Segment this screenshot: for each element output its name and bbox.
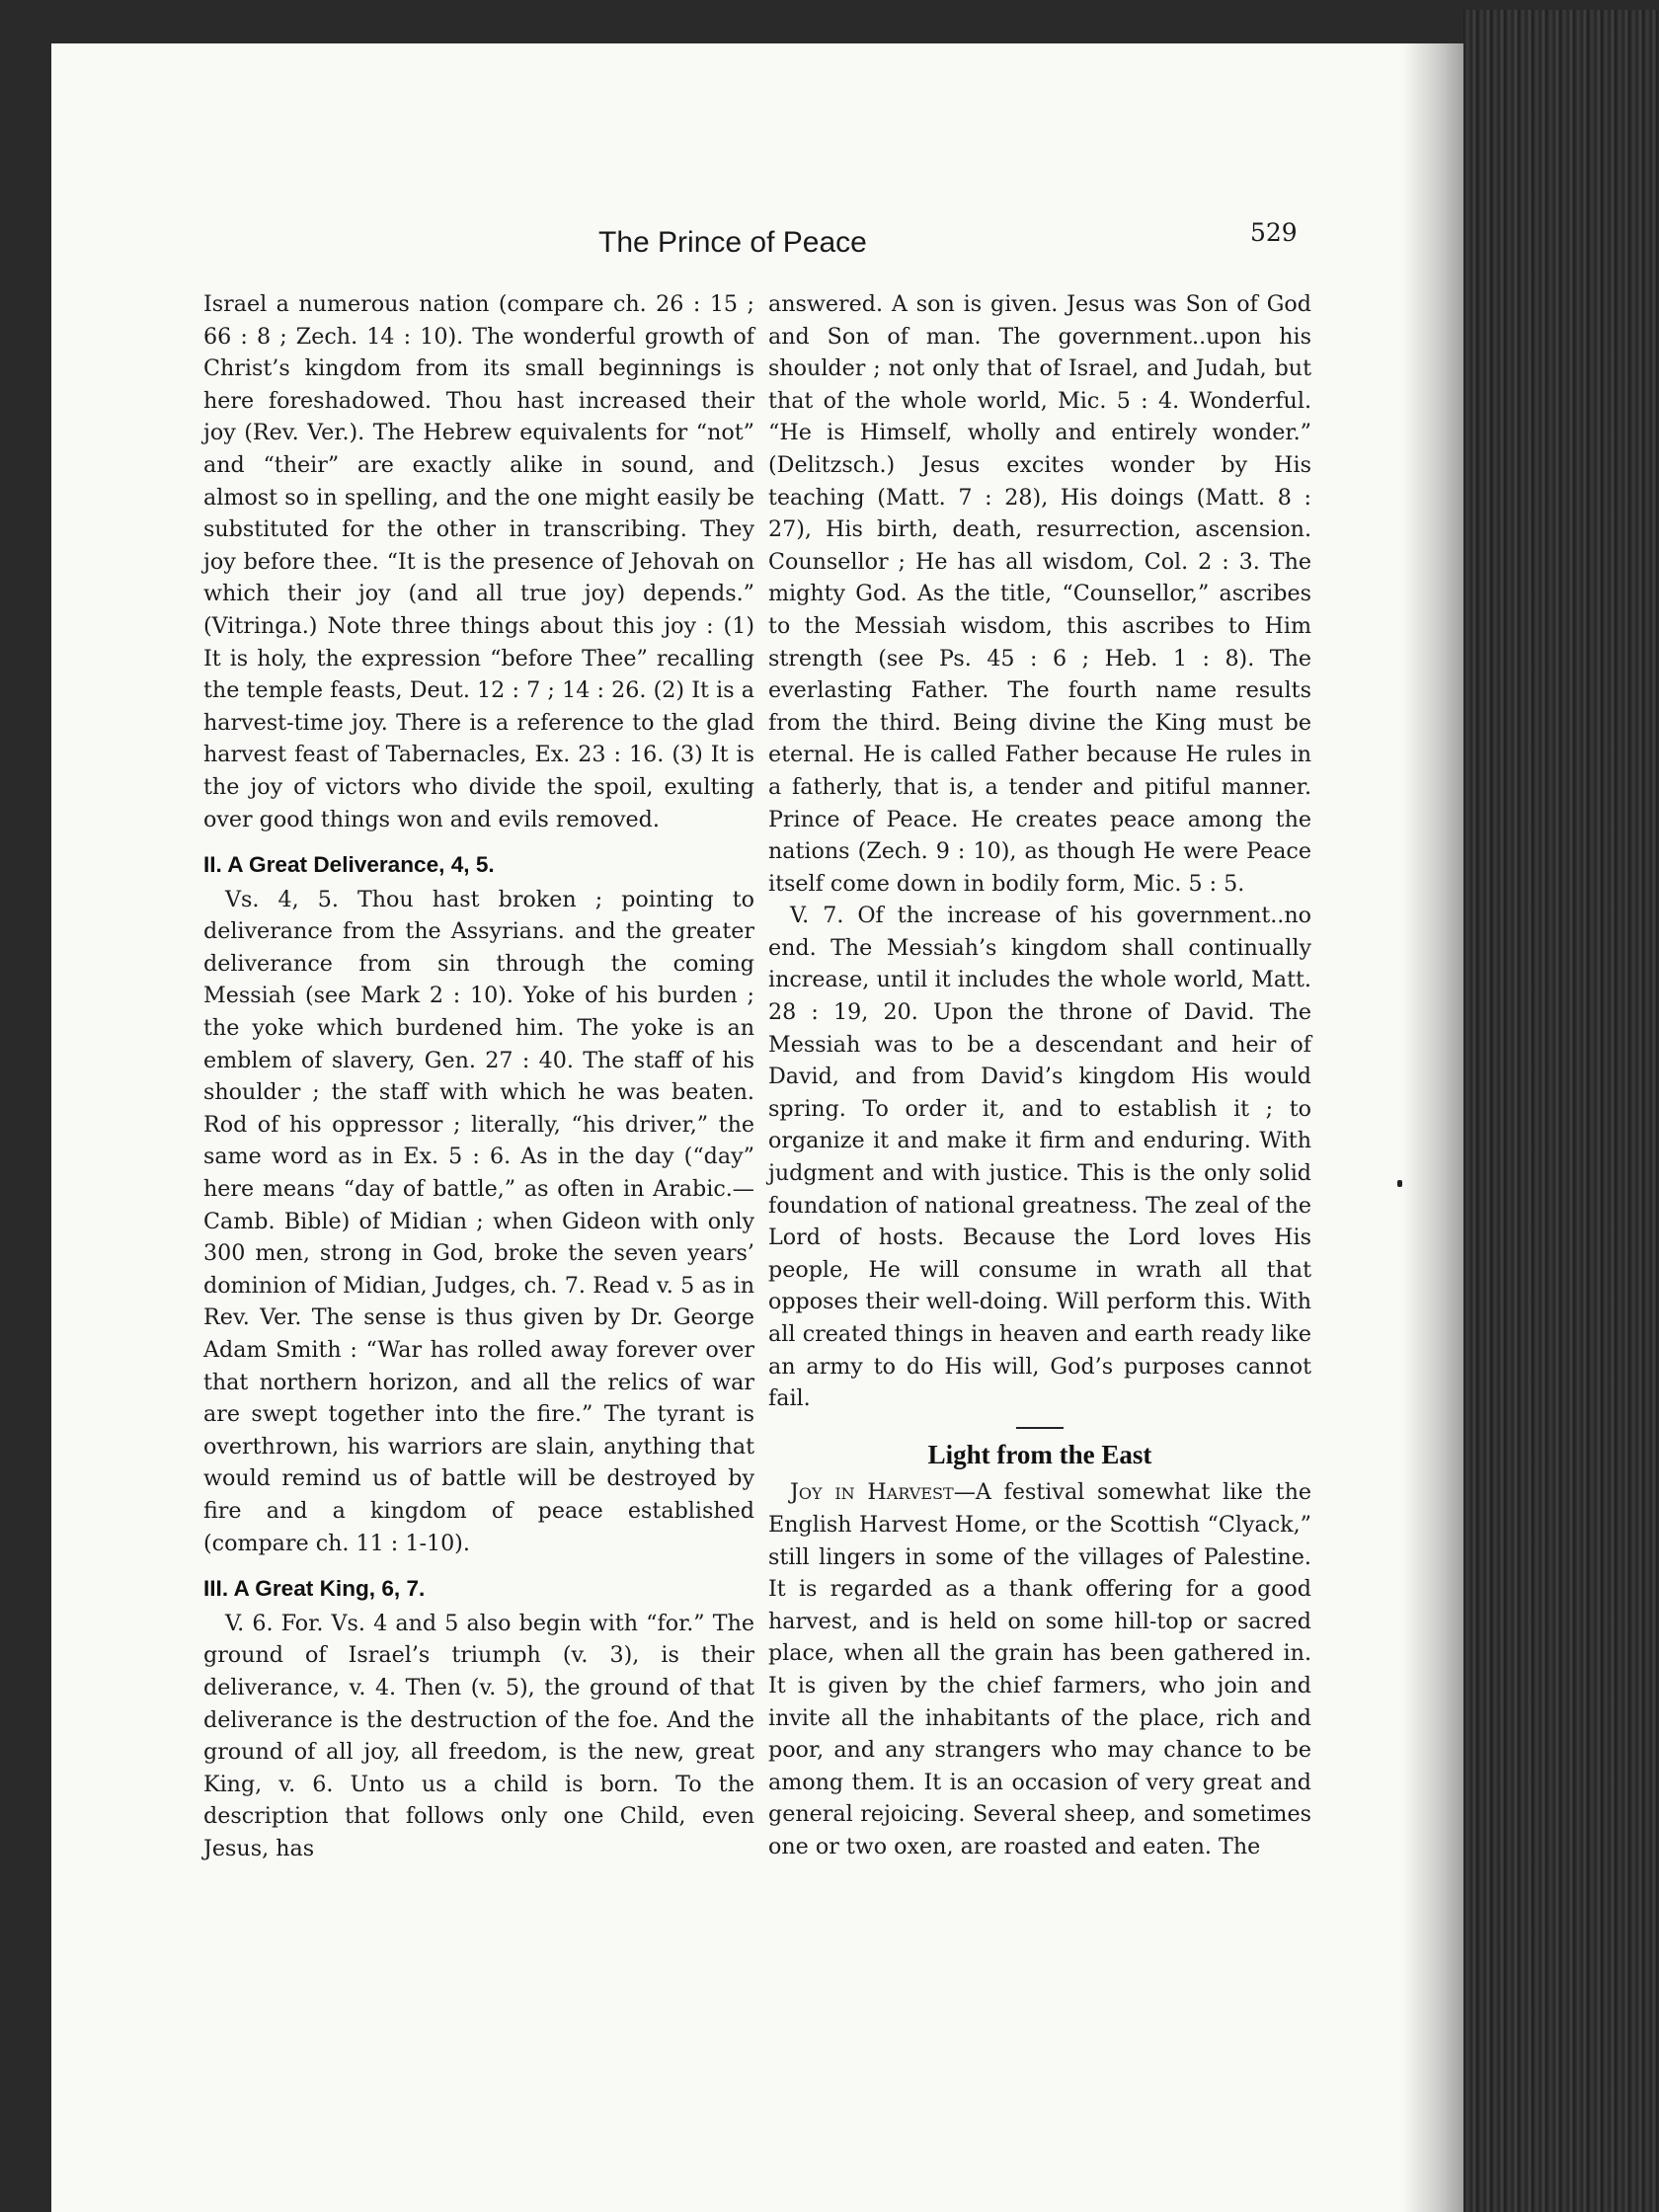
page-edges: [1463, 10, 1659, 2212]
heading-great-king: III. A Great King, 6, 7.: [203, 1576, 426, 1602]
ink-speck: [1397, 1180, 1402, 1187]
paragraph-son-given: answered. A son is given. Jesus was Son of God and Son of man. The government..upon his shoulder ; not only that of Israel, and Judah, but that of the whole world, Mic. 5 : 4. Wonderful. “He is Himself, wholly and entirely wonder.” (Delitzsch.) Jesus excites wonder by His teaching (Matt. 7 : 28), His doings (Matt. 8 : 27), His birth, death, resurrection, ascension. Counsellor ; He has all wisdom, Col. 2 : 3. The mighty God. As the title, “Counsellor,” ascribes to the Messiah wisdom, this ascribes to Him strength (see Ps. 45 : 6 ; Heb. 1 : 8). The everlasting Father. The fourth name results from the third. Being divine the King must be eternal. He is called Father because He rules in a fatherly, that is, a tender and pitiful manner. Prince of Peace. He creates peace among the nations (Zech. 9 : 10), as though He were Peace itself come down in bodily form, Mic. 5 : 5.: [768, 291, 1311, 897]
paragraph-deliverance: Vs. 4, 5. Thou hast broken ; pointing to deliverance from the Assyrians. and the greater deliverance from sin through the coming Messiah (see Mark 2 : 10). Yoke of his burden ; the yoke which burdened him. The yoke is an emblem of slavery, Gen. 27 : 40. The staff of his shoulder ; the staff with which he was beaten. Rod of his oppressor ; literally, “his driver,” the same word as in Ex. 5 : 6. As in the day (“day” here means “day of battle,” as often in Arabic.—Camb. Bible) of Midian ; when Gideon with only 300 men, strong in God, broke the seven years’ dominion of Midian, Judges, ch. 7. Read v. 5 as in Rev. Ver. The sense is thus given by Dr. George Adam Smith : “War has rolled away forever over that northern horizon, and all the relics of war are swept together into the fire.” The tyrant is overthrown, his warriors are slain, anything that would remind us of battle will be destroyed by fire and a kingdom of peace established (compare ch. 11 : 1-10).: [203, 886, 754, 1556]
paragraph-joy: Israel a numerous nation (compare ch. 26 : 15 ; 66 : 8 ; Zech. 14 : 10). The wonderful growth of Christ’s kingdom from its small beginnings is here foreshadowed. Thou hast increased their joy (Rev. Ver.). The Hebrew equivalents for “not” and “their” are exactly alike in sound, and almost so in spelling, and the one might easily be substituted for the other in transcribing. They joy before thee. “It is the presence of Jehovah on which their joy (and all true joy) depends.” (Vitringa.) Note three things about this joy : (1) It is holy, the expression “before Thee” recalling the temple feasts, Deut. 12 : 7 ; 14 : 26. (2) It is a harvest-time joy. There is a reference to the glad harvest feast of Tabernacles, Ex. 23 : 16. (3) It is the joy of victors who divide the spoil, exulting over good things won and evils removed.: [203, 291, 754, 832]
lead-in-joy-in-harvest: Joy in Harvest: [790, 1479, 954, 1506]
paragraph-harvest-text: —A festival somewhat like the English Harvest Home, or the Scottish “Clyack,” still lingers in some of the villages of Palestine. It is regarded as a thank offering for a good harvest, and is held on some hill-top or sacred place, when all the grain has been gathered in. It is given by the chief farmers, who join and invite all the inhabitants of the place, rich and poor, and any strangers who may chance to be among them. It is an occasion of very great and general rejoicing. Several sheep, and sometimes one or two oxen, are roasted and eaten. The: [768, 1479, 1312, 1859]
right-column: [768, 288, 1311, 1863]
paragraph-increase: V. 7. Of the increase of his government..no end. The Messiah’s kingdom shall continually increase, until it includes the whole world, Matt. 28 : 19, 20. Upon the throne of David. The Messiah was to be a descendant and heir of David, and from David’s kingdom His would spring. To order it, and to establish it ; to organize it and make it firm and enduring. With judgment and with justice. This is the only solid foundation of national greatness. The zeal of the Lord of hosts. Because the Lord loves His people, He will consume in wrath all that opposes their well-doing. Will perform this. With all created things in heaven and earth ready like an army to do His will, God’s purposes cannot fail.: [768, 903, 1311, 1412]
left-column: [203, 288, 754, 1865]
binding-shadow: [1402, 43, 1463, 2212]
running-head-title: The Prince of Peace: [598, 226, 867, 259]
paragraph-harvest: [768, 1476, 1311, 1862]
section-divider: [1016, 1427, 1064, 1429]
paragraph-king: V. 6. For. Vs. 4 and 5 also begin with “for.” The ground of Israel’s triumph (v. 3), is their deliverance, v. 4. Then (v. 5), the ground of that deliverance is the destruction of the foe. And the ground of all joy, all freedom, is the new, great King, v. 6. Unto us a child is born. To the description that follows only one Child, even Jesus, has: [203, 1610, 754, 1861]
section-title-light-from-the-east: Light from the East: [927, 1439, 1152, 1469]
page-number: 529: [1250, 218, 1298, 247]
heading-great-deliverance: II. A Great Deliverance, 4, 5.: [203, 852, 495, 878]
